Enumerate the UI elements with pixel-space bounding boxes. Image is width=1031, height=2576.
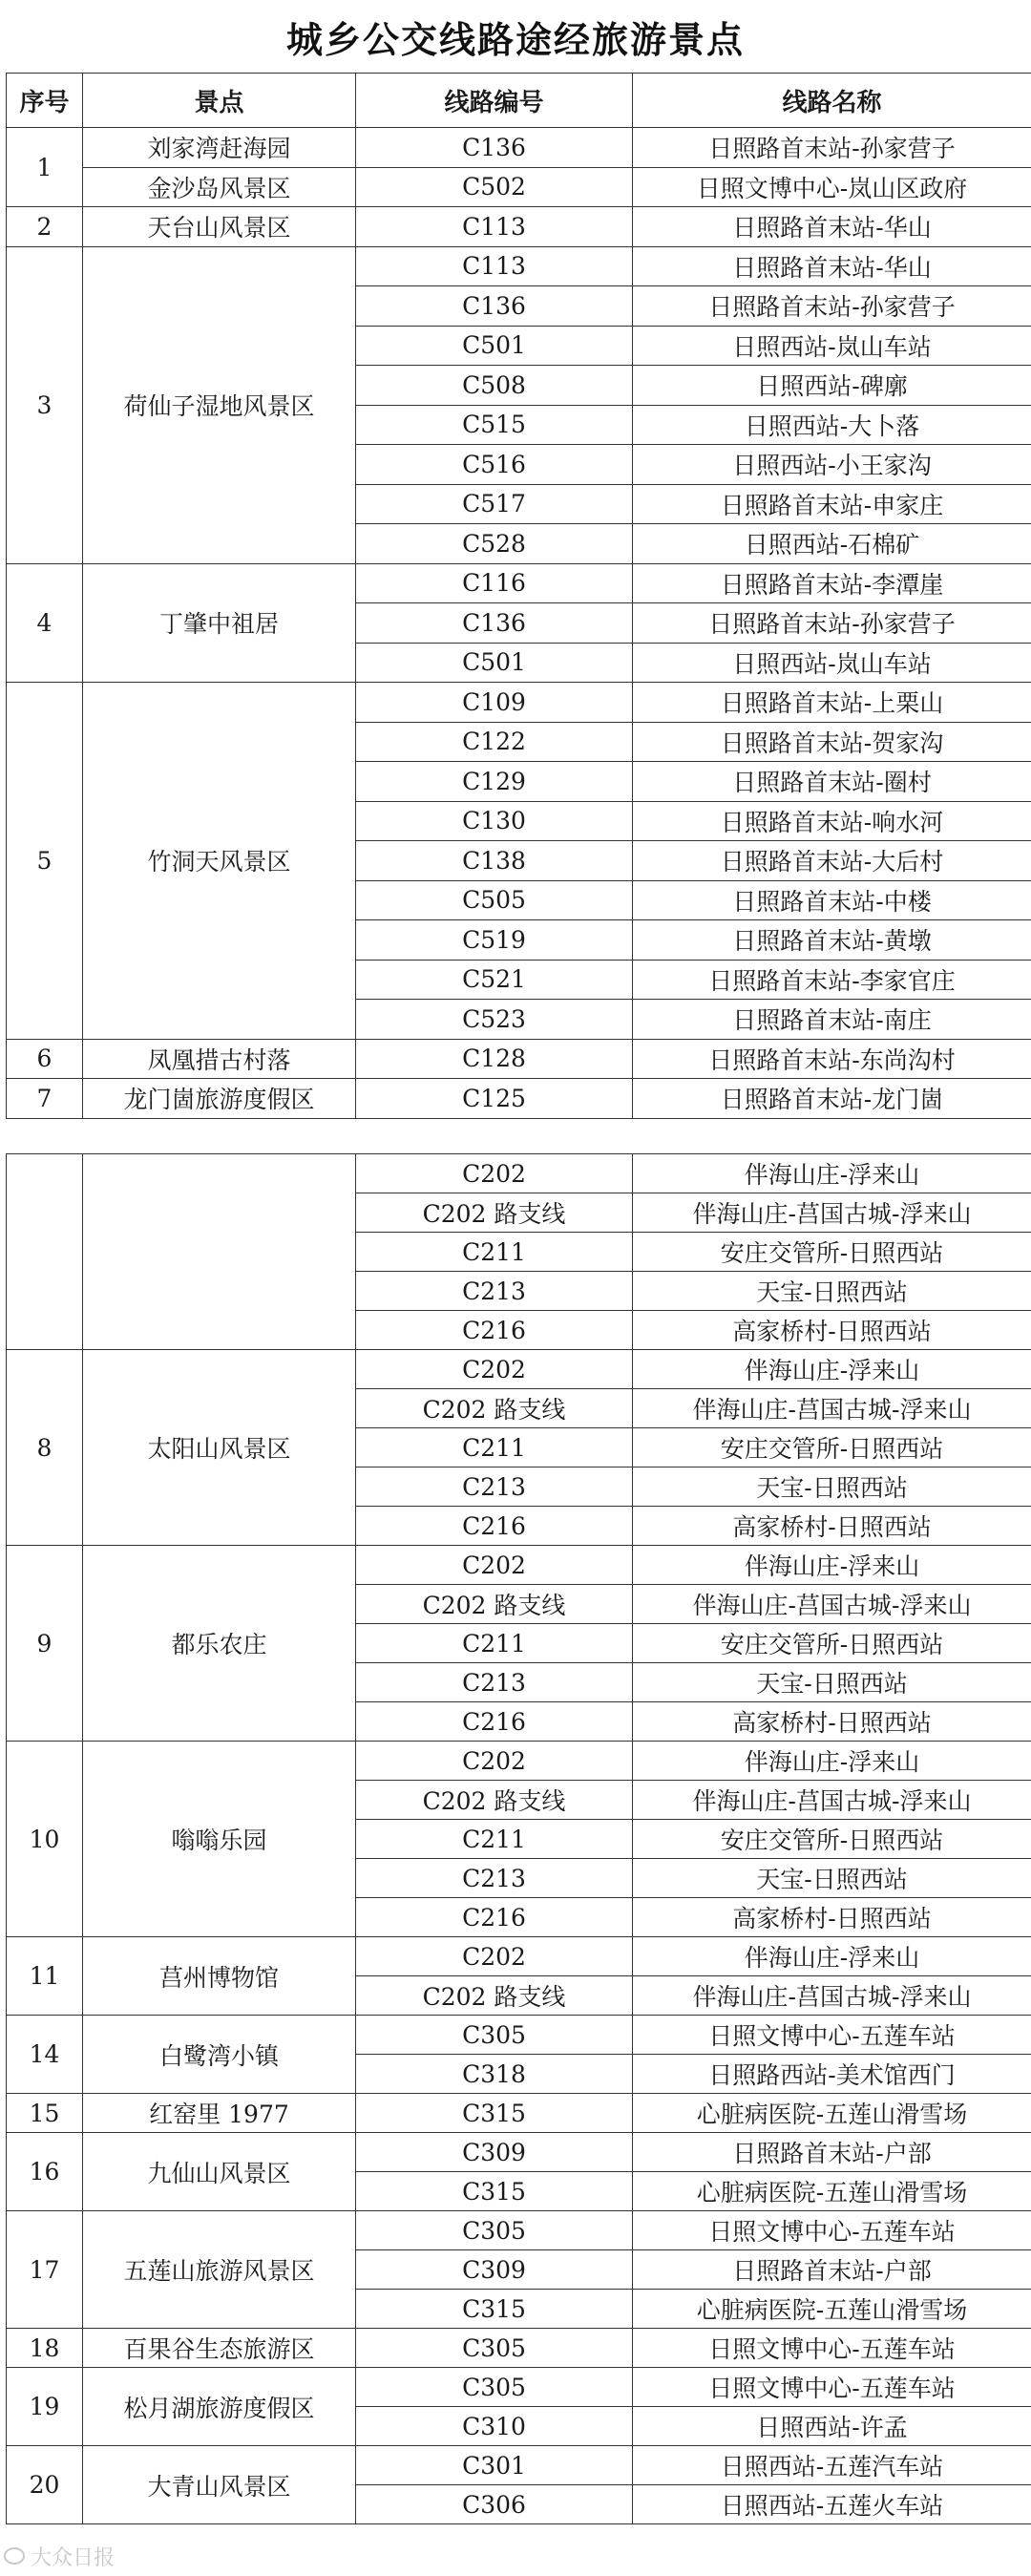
cell-route-code: C517 xyxy=(356,484,633,524)
cell-route-code: C310 xyxy=(356,2407,633,2446)
cell-no: 11 xyxy=(7,1937,83,2016)
cell-spot: 白鹭湾小镇 xyxy=(83,2016,356,2094)
table-row xyxy=(7,2446,1031,2485)
cell-no: 19 xyxy=(7,2368,83,2446)
cell-route-name: 伴海山庄-浮来山 xyxy=(633,1742,1031,1781)
cell-route-code: C213 xyxy=(356,1663,633,1702)
cell-route-code: C213 xyxy=(356,1467,633,1507)
table-row xyxy=(7,128,1031,168)
cell-spot: 大青山风景区 xyxy=(83,2446,356,2524)
cell-route-code: C501 xyxy=(356,326,633,366)
cell-no: 18 xyxy=(7,2329,83,2368)
cell-route-code: C130 xyxy=(356,801,633,841)
cell-route-code: C202 xyxy=(356,1546,633,1585)
cell-route-code: C528 xyxy=(356,524,633,564)
cell-route-code: C202 路支线 xyxy=(356,1585,633,1624)
cell-spot: 太阳山风景区 xyxy=(83,1350,356,1546)
cell-no: 14 xyxy=(7,2016,83,2094)
cell-route-code: C211 xyxy=(356,1428,633,1467)
cell-no: 10 xyxy=(7,1742,83,1937)
cell-route-name: 日照路首末站-圈村 xyxy=(633,762,1031,802)
watermark xyxy=(4,2542,115,2570)
header-route-name: 线路名称 xyxy=(633,74,1031,128)
cell-route-code: C501 xyxy=(356,643,633,683)
cell-spot: 九仙山风景区 xyxy=(83,2133,356,2211)
cell-route-code: C505 xyxy=(356,880,633,920)
cell-route-code: C515 xyxy=(356,405,633,445)
cell-route-code: C315 xyxy=(356,2290,633,2329)
cell-spot: 莒州博物馆 xyxy=(83,1937,356,2016)
cell-route-name: 心脏病医院-五莲山滑雪场 xyxy=(633,2290,1031,2329)
cell-route-name: 伴海山庄-浮来山 xyxy=(633,1937,1031,1976)
cell-spot: 嗡嗡乐园 xyxy=(83,1742,356,1937)
header-no: 序号 xyxy=(7,74,83,128)
cell-spot: 凤凰措古村落 xyxy=(83,1039,356,1079)
cell-no: 9 xyxy=(7,1546,83,1742)
table-row xyxy=(7,1546,1031,1585)
cell-route-code: C125 xyxy=(356,1079,633,1119)
cell-no: 16 xyxy=(7,2133,83,2211)
cell-route-name: 伴海山庄-浮来山 xyxy=(633,1154,1031,1193)
cell-route-name: 日照西站-小王家沟 xyxy=(633,445,1031,485)
cell-route-name: 安庄交管所-日照西站 xyxy=(633,1233,1031,1272)
cell-spot: 丁肇中祖居 xyxy=(83,563,356,683)
cell-route-name: 日照路首末站-东尚沟村 xyxy=(633,1039,1031,1079)
cell-route-name: 安庄交管所-日照西站 xyxy=(633,1428,1031,1467)
cell-route-code: C315 xyxy=(356,2094,633,2133)
cell-no: 4 xyxy=(7,563,83,683)
cell-route-name: 日照西站-大卜落 xyxy=(633,405,1031,445)
weibo-icon xyxy=(4,2547,25,2565)
cell-route-name: 伴海山庄-莒国古城-浮来山 xyxy=(633,1389,1031,1428)
cell-route-code: C508 xyxy=(356,366,633,406)
table-row xyxy=(7,2133,1031,2172)
cell-route-code: C305 xyxy=(356,2211,633,2250)
cell-route-name: 伴海山庄-莒国古城-浮来山 xyxy=(633,1585,1031,1624)
cell-route-code: C306 xyxy=(356,2485,633,2524)
cell-route-name: 日照路首末站-李家官庄 xyxy=(633,960,1031,1000)
cell-no: 20 xyxy=(7,2446,83,2524)
cell-route-name: 日照西站-石棉矿 xyxy=(633,524,1031,564)
cell-route-name: 日照路首末站-华山 xyxy=(633,246,1031,286)
cell-route-name: 日照路首末站-贺家沟 xyxy=(633,722,1031,762)
cell-route-name: 日照文博中心-五莲车站 xyxy=(633,2016,1031,2055)
cell-route-name: 高家桥村-日照西站 xyxy=(633,1311,1031,1350)
cell-route-code: C202 路支线 xyxy=(356,1193,633,1233)
cell-no: 15 xyxy=(7,2094,83,2133)
cell-route-code: C516 xyxy=(356,445,633,485)
cell-route-code: C202 路支线 xyxy=(356,1389,633,1428)
table-row xyxy=(7,2329,1031,2368)
cell-route-name: 日照文博中心-岚山区政府 xyxy=(633,167,1031,207)
cell-route-code: C213 xyxy=(356,1272,633,1311)
header-route-code: 线路编号 xyxy=(356,74,633,128)
cell-spot: 荷仙子湿地风景区 xyxy=(83,246,356,563)
cell-route-name: 心脏病医院-五莲山滑雪场 xyxy=(633,2094,1031,2133)
cell-route-name: 日照西站-五莲火车站 xyxy=(633,2485,1031,2524)
cell-spot: 松月湖旅游度假区 xyxy=(83,2368,356,2446)
cell-route-name: 日照路首末站-户部 xyxy=(633,2250,1031,2290)
cell-route-code: C113 xyxy=(356,207,633,247)
cell-route-name: 心脏病医院-五莲山滑雪场 xyxy=(633,2172,1031,2211)
cell-route-name: 日照路首末站-申家庄 xyxy=(633,484,1031,524)
cell-no: 7 xyxy=(7,1079,83,1119)
cell-spot: 红窑里 1977 xyxy=(83,2094,356,2133)
cell-route-name: 天宝-日照西站 xyxy=(633,1467,1031,1507)
cell-route-name: 日照路首末站-户部 xyxy=(633,2133,1031,2172)
cell-route-code: C136 xyxy=(356,128,633,168)
cell-route-name: 日照西站-五莲汽车站 xyxy=(633,2446,1031,2485)
cell-route-code: C202 路支线 xyxy=(356,1781,633,1820)
cell-route-name: 日照路首末站-李潭崖 xyxy=(633,563,1031,603)
cell-route-code: C202 xyxy=(356,1742,633,1781)
table-row xyxy=(7,1742,1031,1781)
table-row xyxy=(7,2211,1031,2250)
cell-no: 1 xyxy=(7,128,83,207)
table-row xyxy=(7,683,1031,723)
cell-route-name: 日照西站-碑廓 xyxy=(633,366,1031,406)
header-spot: 景点 xyxy=(83,74,356,128)
document-title: 城乡公交线路途经旅游景点 xyxy=(285,18,745,61)
cell-route-code: C213 xyxy=(356,1859,633,1898)
cell-route-name: 日照路首末站-响水河 xyxy=(633,801,1031,841)
cell-route-name: 日照路首末站-华山 xyxy=(633,207,1031,247)
table-row xyxy=(7,167,1031,207)
cell-route-code: C309 xyxy=(356,2250,633,2290)
cell-route-name: 日照文博中心-五莲车站 xyxy=(633,2211,1031,2250)
cell-route-code: C309 xyxy=(356,2133,633,2172)
cell-spot xyxy=(83,1154,356,1350)
cell-route-code: C202 xyxy=(356,1350,633,1389)
cell-route-name: 伴海山庄-莒国古城-浮来山 xyxy=(633,1193,1031,1233)
cell-spot: 金沙岛风景区 xyxy=(83,167,356,207)
cell-route-code: C216 xyxy=(356,1311,633,1350)
cell-route-name: 日照文博中心-五莲车站 xyxy=(633,2329,1031,2368)
table-row xyxy=(7,1079,1031,1119)
table-row xyxy=(7,207,1031,247)
table-row xyxy=(7,2016,1031,2055)
cell-route-code: C138 xyxy=(356,841,633,881)
cell-route-name: 日照路首末站-黄墩 xyxy=(633,920,1031,961)
cell-route-code: C502 xyxy=(356,167,633,207)
cell-route-name: 日照文博中心-五莲车站 xyxy=(633,2368,1031,2407)
cell-route-code: C128 xyxy=(356,1039,633,1079)
cell-spot: 都乐农庄 xyxy=(83,1546,356,1742)
cell-no xyxy=(7,1154,83,1350)
cell-route-code: C521 xyxy=(356,960,633,1000)
cell-route-name: 伴海山庄-浮来山 xyxy=(633,1350,1031,1389)
cell-no: 6 xyxy=(7,1039,83,1079)
cell-route-code: C202 xyxy=(356,1154,633,1193)
cell-route-name: 伴海山庄-浮来山 xyxy=(633,1546,1031,1585)
cell-no: 17 xyxy=(7,2211,83,2329)
cell-route-code: C301 xyxy=(356,2446,633,2485)
cell-route-code: C136 xyxy=(356,603,633,644)
cell-route-code: C216 xyxy=(356,1702,633,1742)
page-break-gap xyxy=(0,1137,1031,1153)
cell-route-code: C216 xyxy=(356,1507,633,1546)
cell-route-code: C519 xyxy=(356,920,633,961)
cell-route-code: C136 xyxy=(356,286,633,327)
cell-spot: 竹洞天风景区 xyxy=(83,683,356,1040)
cell-route-code: C211 xyxy=(356,1233,633,1272)
cell-route-name: 天宝-日照西站 xyxy=(633,1859,1031,1898)
table-row xyxy=(7,2094,1031,2133)
cell-spot: 百果谷生态旅游区 xyxy=(83,2329,356,2368)
table-row xyxy=(7,563,1031,603)
cell-route-code: C122 xyxy=(356,722,633,762)
cell-route-code: C315 xyxy=(356,2172,633,2211)
table-header-row xyxy=(7,74,1031,128)
cell-no: 2 xyxy=(7,207,83,247)
table-row xyxy=(7,2368,1031,2407)
cell-spot: 刘家湾赶海园 xyxy=(83,128,356,168)
cell-route-name: 日照路首末站-孙家营子 xyxy=(633,603,1031,644)
table-row xyxy=(7,1350,1031,1389)
cell-route-name: 日照路首末站-孙家营子 xyxy=(633,128,1031,168)
cell-route-name: 日照路首末站-龙门崮 xyxy=(633,1079,1031,1119)
table-row xyxy=(7,1039,1031,1079)
cell-route-name: 高家桥村-日照西站 xyxy=(633,1507,1031,1546)
cell-route-name: 高家桥村-日照西站 xyxy=(633,1702,1031,1742)
cell-no: 5 xyxy=(7,683,83,1040)
cell-route-name: 日照路西站-美术馆西门 xyxy=(633,2055,1031,2094)
cell-route-name: 日照路首末站-中楼 xyxy=(633,880,1031,920)
cell-route-code: C318 xyxy=(356,2055,633,2094)
cell-route-code: C305 xyxy=(356,2329,633,2368)
cell-spot: 天台山风景区 xyxy=(83,207,356,247)
cell-route-name: 安庄交管所-日照西站 xyxy=(633,1820,1031,1859)
cell-route-code: C305 xyxy=(356,2368,633,2407)
cell-spot: 五莲山旅游风景区 xyxy=(83,2211,356,2329)
attractions-table-part-2 xyxy=(6,1153,1031,2524)
cell-route-name: 伴海山庄-莒国古城-浮来山 xyxy=(633,1976,1031,2016)
cell-route-code: C116 xyxy=(356,563,633,603)
cell-route-code: C109 xyxy=(356,683,633,723)
table-row xyxy=(7,1154,1031,1193)
cell-route-name: 高家桥村-日照西站 xyxy=(633,1898,1031,1937)
cell-no: 8 xyxy=(7,1350,83,1546)
cell-route-code: C129 xyxy=(356,762,633,802)
cell-route-name: 日照西站-岚山车站 xyxy=(633,326,1031,366)
cell-route-code: C202 xyxy=(356,1937,633,1976)
cell-route-name: 天宝-日照西站 xyxy=(633,1272,1031,1311)
cell-route-name: 伴海山庄-莒国古城-浮来山 xyxy=(633,1781,1031,1820)
table-row xyxy=(7,1937,1031,1976)
cell-route-code: C216 xyxy=(356,1898,633,1937)
cell-route-name: 日照路首末站-大后村 xyxy=(633,841,1031,881)
cell-route-code: C202 路支线 xyxy=(356,1976,633,2016)
cell-route-code: C113 xyxy=(356,246,633,286)
cell-route-name: 日照路首末站-南庄 xyxy=(633,1000,1031,1040)
cell-route-name: 日照西站-岚山车站 xyxy=(633,643,1031,683)
attractions-table-part-1 xyxy=(6,73,1031,1119)
watermark-text: 大众日报 xyxy=(31,2545,116,2570)
cell-route-name: 日照路首末站-上栗山 xyxy=(633,683,1031,723)
cell-route-code: C305 xyxy=(356,2016,633,2055)
cell-no: 3 xyxy=(7,246,83,563)
cell-route-name: 天宝-日照西站 xyxy=(633,1663,1031,1702)
cell-spot: 龙门崮旅游度假区 xyxy=(83,1079,356,1119)
cell-route-name: 日照路首末站-孙家营子 xyxy=(633,286,1031,327)
cell-route-name: 日照西站-许孟 xyxy=(633,2407,1031,2446)
cell-route-name: 安庄交管所-日照西站 xyxy=(633,1624,1031,1663)
cell-route-code: C211 xyxy=(356,1820,633,1859)
cell-route-code: C523 xyxy=(356,1000,633,1040)
table-row xyxy=(7,246,1031,286)
cell-route-code: C211 xyxy=(356,1624,633,1663)
